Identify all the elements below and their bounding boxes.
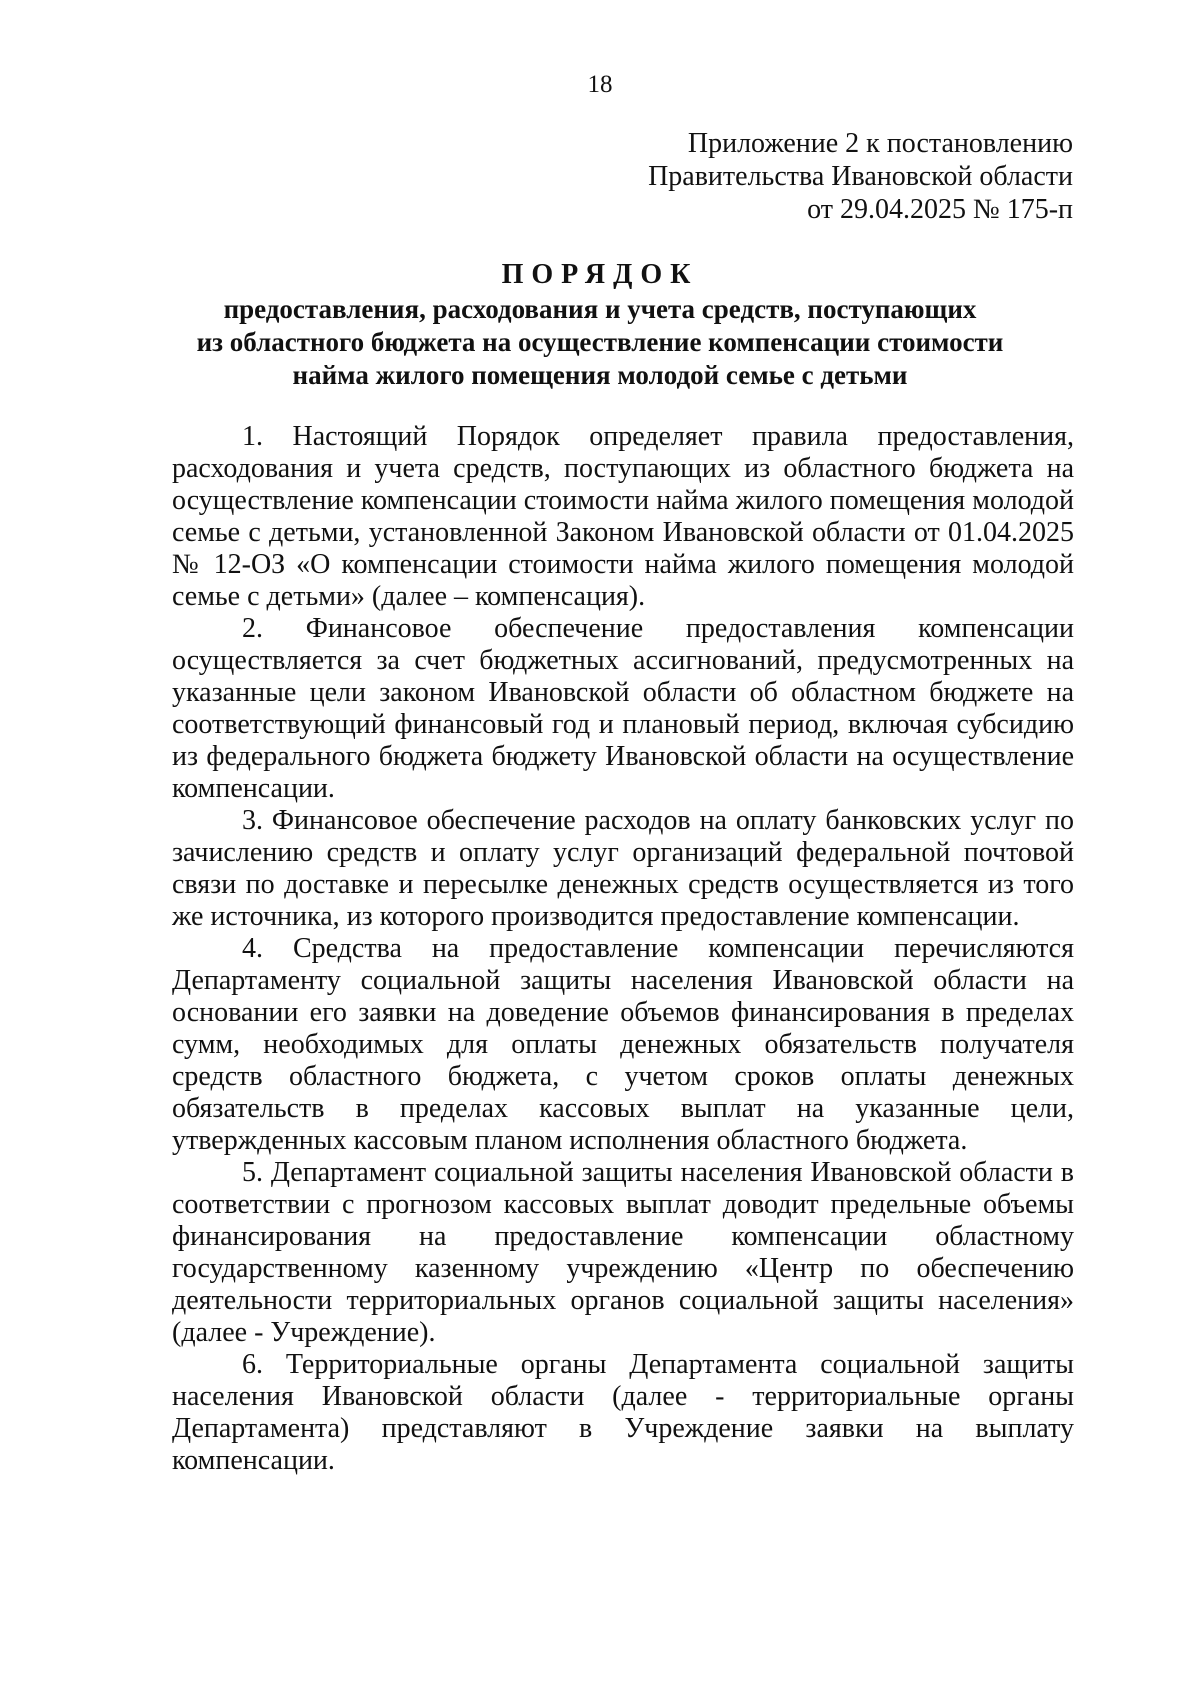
- paragraph-1: 1. Настоящий Порядок определяет правила предоставления, расходования и учета средств, поступающих из областного бюджета на осуществление компенсации стоимости найма жилого помещения молодой семье с детьми, установленной Законом Ивановской области от 01.04.2025 № 12-ОЗ «О компенсации стоимости найма жилого помещения молодой семье с детьми» (далее – компенсация).: [172, 421, 1074, 612]
- paragraph-2: 2. Финансовое обеспечение предоставления компенсации осуществляется за счет бюджетных ассигнований, предусмотренных на указанные цели законом Ивановской области об областном бюджете на соответствующий финансовый год и плановый период, включая субсидию из федерального бюджета бюджету Ивановской области на осуществление компенсации.: [172, 613, 1074, 804]
- appendix-line-2: Правительства Ивановской области: [648, 161, 1073, 192]
- appendix-reference: [648, 127, 1073, 226]
- document-body: [172, 421, 1074, 1477]
- subtitle-line-3: найма жилого помещения молодой семье с детьми: [292, 360, 908, 390]
- appendix-line-1: Приложение 2 к постановлению: [687, 128, 1073, 159]
- document-title: ПОРЯДОК: [501, 259, 699, 290]
- page-number: 18: [587, 71, 613, 98]
- paragraph-5: 5. Департамент социальной защиты населения Ивановской области в соответствии с прогнозом кассовых выплат доводит предельные объемы финансирования на предоставление компенсации областному государственному казенному учреждению «Центр по обеспечению деятельности территориальных органов социальной защиты населения» (далее - Учреждение).: [172, 1157, 1074, 1348]
- subtitle-line-2: из областного бюджета на осуществление компенсации стоимости: [196, 327, 1004, 357]
- paragraph-6: 6. Территориальные органы Департамента социальной защиты населения Ивановской области (далее - территориальные органы Департамента) представляют в Учреждение заявки на выплату компенсации.: [172, 1349, 1074, 1476]
- document-subtitle: [100, 293, 1100, 392]
- appendix-line-3: от 29.04.2025 № 175-п: [807, 194, 1073, 225]
- subtitle-line-1: предоставления, расходования и учета средств, поступающих: [223, 294, 977, 324]
- paragraph-3: 3. Финансовое обеспечение расходов на оплату банковских услуг по зачислению средств и оплату услуг организаций федеральной почтовой связи по доставке и пересылке денежных средств осуществляется из того же источника, из которого производится предоставление компенсации.: [172, 805, 1074, 932]
- paragraph-4: 4. Средства на предоставление компенсации перечисляются Департаменту социальной защиты населения Ивановской области на основании его заявки на доведение объемов финансирования в пределах сумм, необходимых для оплаты денежных обязательств получателя средств областного бюджета, с учетом сроков оплаты денежных обязательств в пределах кассовых выплат на указанные цели, утвержденных кассовым планом исполнения областного бюджета.: [172, 933, 1074, 1156]
